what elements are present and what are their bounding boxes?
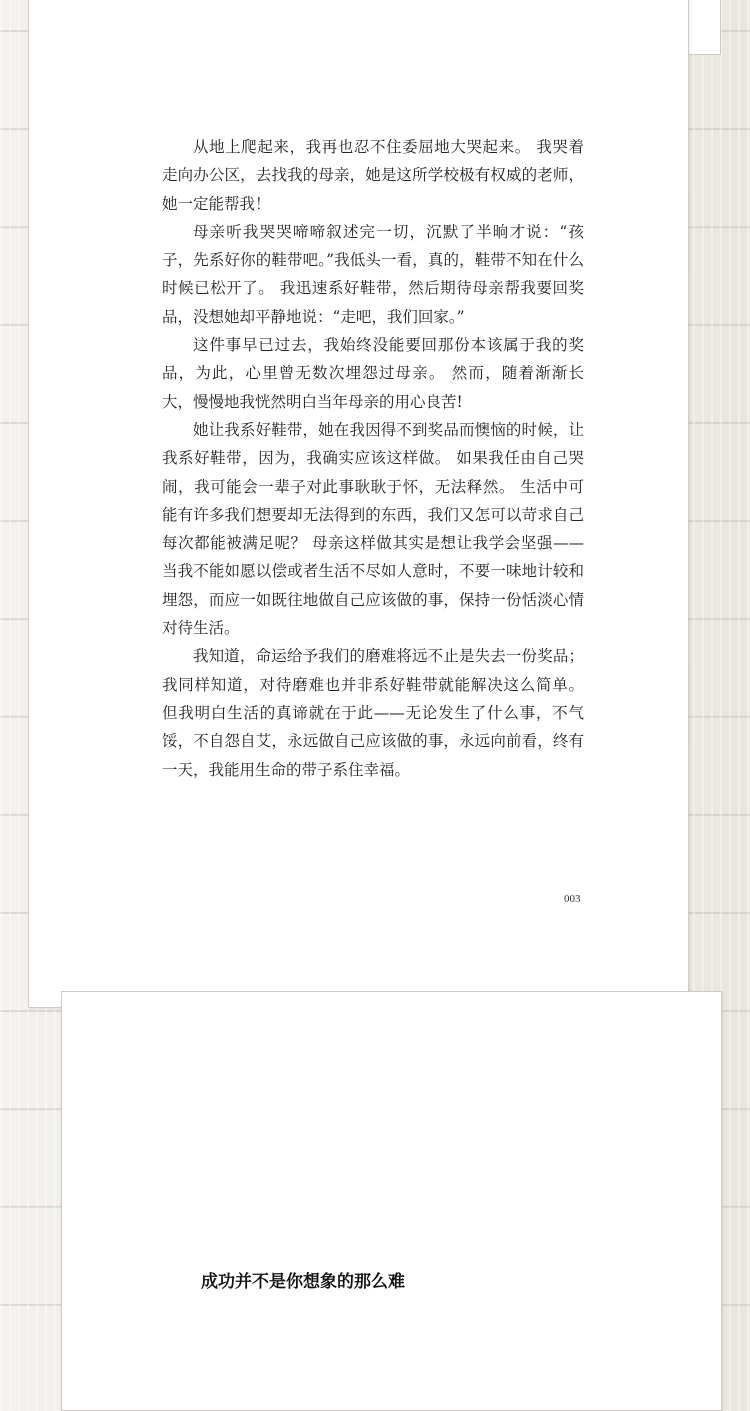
chapter-title: 成功并不是你想象的那么难 xyxy=(201,1272,405,1292)
page-body-text xyxy=(162,133,584,784)
book-page xyxy=(28,0,689,1008)
paragraph: 她让我系好鞋带，她在我因得不到奖品而懊恼的时候，让我系好鞋带，因为，我确实应该这样做。 如果我任由自己哭闹，我可能会一辈子对此事耿耿于怀，无法释然。 生活中可能有许多我们想要却无法得到的东西，我们又怎可以苛求自己每次都能被满足呢？ 母亲这样做其实是想让我学会坚强——当我不能如愿以偿或者生活不尽如人意时，不要一味地计较和埋怨，而应一如既往地做自己应该做的事，保持一份恬淡心情对待生活。 xyxy=(162,420,584,638)
paragraph: 这件事早已过去，我始终没能要回那份本该属于我的奖品，为此，心里曾无数次埋怨过母亲。 然而，随着渐渐长大，慢慢地我恍然明白当年母亲的用心良苦! xyxy=(162,336,584,411)
paragraph: 母亲听我哭哭啼啼叙述完一切，沉默了半晌才说：“孩子，先系好你的鞋带吧。”我低头一看，真的，鞋带不知在什么时候已松开了。 我迅速系好鞋带，然后期待母亲帮我要回奖品，没想她却平静地说：“走吧，我们回家。” xyxy=(162,222,584,326)
back-sheet-edge xyxy=(688,0,721,55)
paragraph: 从地上爬起来，我再也忍不住委屈地大哭起来。 我哭着走向办公区，去找我的母亲，她是这所学校极有权威的老师，她一定能帮我！ xyxy=(162,138,584,213)
paragraph: 我知道，命运给予我们的磨难将远不止是失去一份奖品；我同样知道，对待磨难也并非系好鞋带就能解决这么简单。 但我明白生活的真谛就在于此——无论发生了什么事，不气馁，不自怨自艾，永远做自己应该做的事，永远向前看，终有一天，我能用生命的带子系住幸福。 xyxy=(162,647,584,779)
next-book-page xyxy=(61,991,722,1411)
page-number: 003 xyxy=(564,893,581,905)
